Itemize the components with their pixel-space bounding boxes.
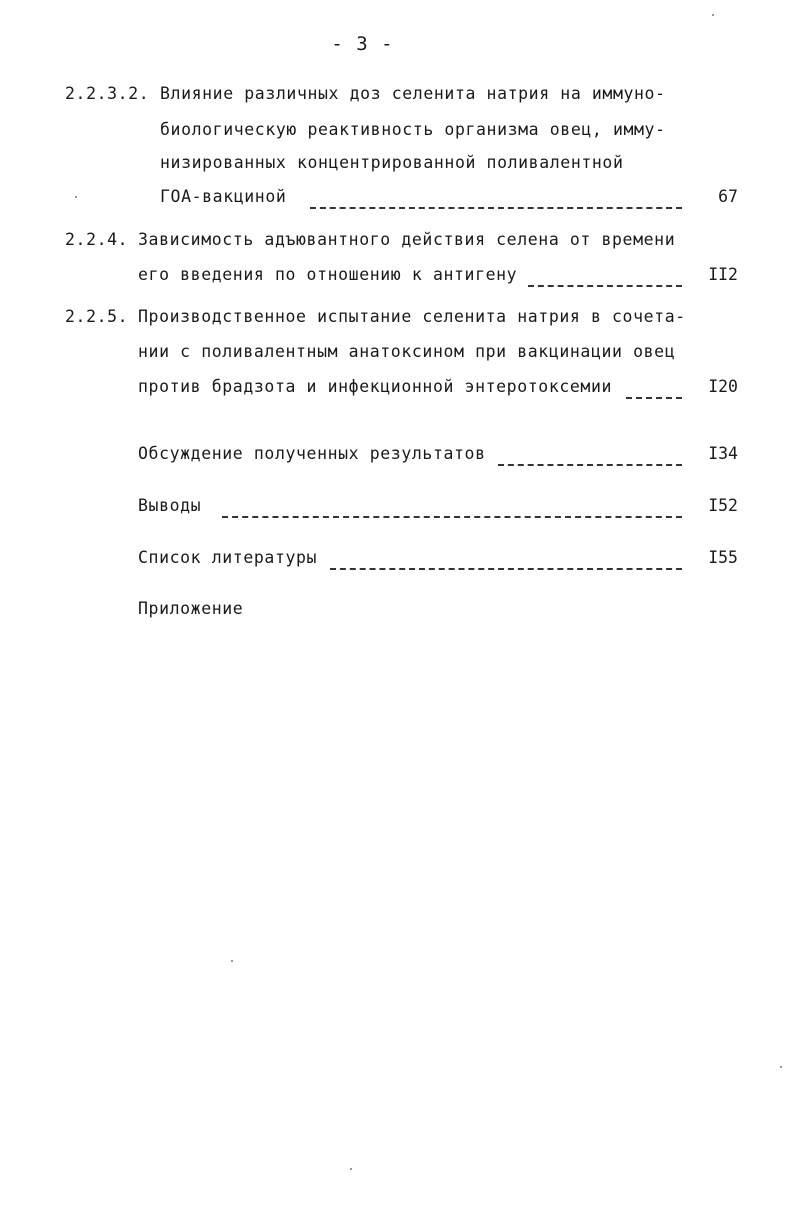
toc-entry-line: биологическую реактивность организма овец, имму-	[160, 120, 666, 139]
toc-entry-number: 2.2.3.2.	[65, 84, 150, 103]
toc-entry-page: I52	[708, 496, 738, 515]
toc-entry-line: низированных концентрированной поливалентной	[160, 153, 624, 172]
dot-leader	[528, 285, 682, 287]
scan-speck	[75, 196, 77, 198]
toc-entry-line: Список литературы	[138, 548, 318, 567]
toc-entry-page: II2	[708, 265, 738, 284]
scan-speck	[780, 1066, 782, 1068]
toc-entry-page: 67	[718, 187, 738, 206]
toc-entry-number: 2.2.5.	[65, 307, 129, 326]
toc-entry-page: I55	[708, 548, 738, 567]
toc-entry-number: 2.2.4.	[65, 230, 129, 249]
toc-entry-line: ГОА-вакциной	[160, 187, 287, 206]
toc-entry-line: Выводы	[138, 496, 202, 515]
dot-leader	[498, 464, 682, 466]
toc-entry-line: Обсуждение полученных результатов	[138, 444, 486, 463]
toc-entry-line: Приложение	[138, 599, 244, 618]
scan-speck	[712, 14, 714, 16]
toc-entry-line: против брадзота и инфекционной энтеротоксемии	[138, 377, 613, 396]
toc-entry-line: Влияние различных доз селенита натрия на иммуно-	[160, 84, 666, 103]
toc-entry-page: I34	[708, 444, 738, 463]
dot-leader	[330, 568, 682, 570]
toc-entry-page: I20	[708, 377, 738, 396]
dot-leader	[310, 207, 682, 209]
page-number: - 3 -	[331, 33, 394, 55]
dot-leader	[222, 516, 682, 518]
scan-speck	[350, 1168, 352, 1170]
toc-entry-line: нии с поливалентным анатоксином при вакцинации овец	[138, 342, 676, 361]
scan-speck	[231, 960, 233, 962]
toc-entry-line: Производственное испытание селенита натрия в сочета-	[138, 307, 686, 326]
dot-leader	[626, 397, 682, 399]
toc-entry-line: Зависимость адъювантного действия селена от времени	[138, 230, 676, 249]
toc-entry-line: его введения по отношению к антигену	[138, 265, 518, 284]
